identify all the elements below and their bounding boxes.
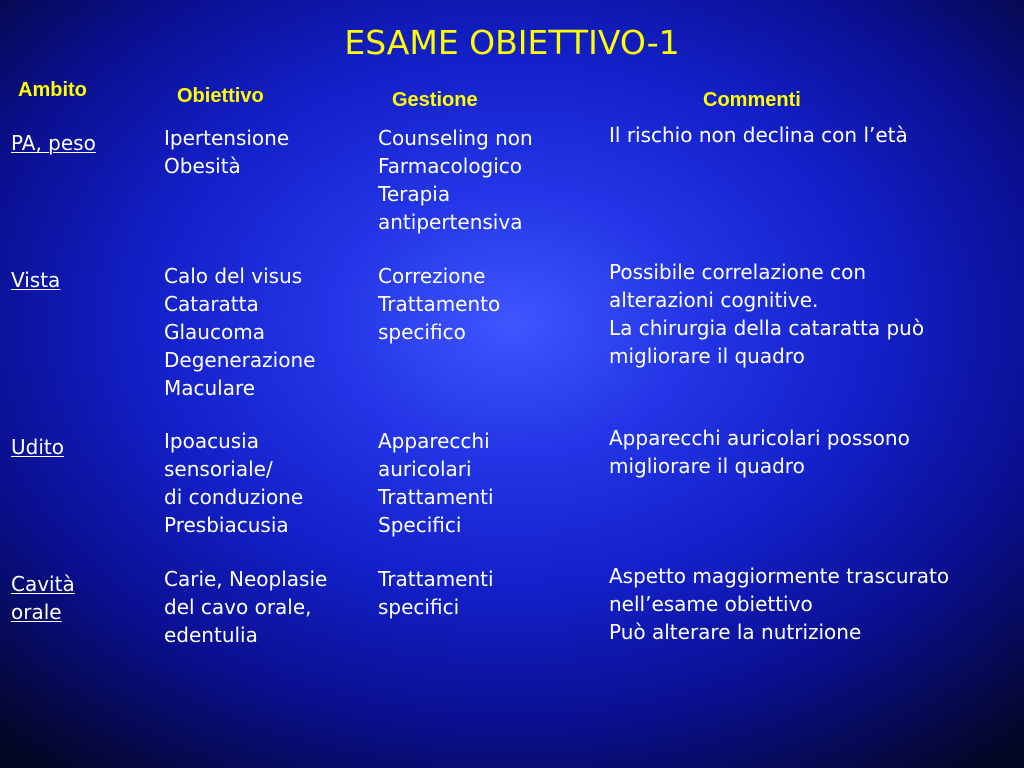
row-1-commenti: Il rischio non declina con l’età xyxy=(609,123,908,147)
header-commenti: Commenti xyxy=(703,89,801,111)
row-4-commenti: Aspetto maggiormente trascurato nell’esame obiettivo Può alterare la nutrizione xyxy=(609,564,950,644)
header-ambito: Ambito xyxy=(18,79,87,101)
row-4-gestione: Trattamenti specifici xyxy=(378,567,494,619)
header-obiettivo: Obiettivo xyxy=(177,85,264,107)
row-2-obiettivo: Calo del visus Cataratta Glaucoma Degenerazione Maculare xyxy=(164,264,316,400)
row-1-obiettivo: Ipertensione Obesità xyxy=(164,126,290,178)
row-3-commenti: Apparecchi auricolari possono migliorare il quadro xyxy=(609,426,910,478)
row-1-gestione: Counseling non Farmacologico Terapia antipertensiva xyxy=(378,126,533,234)
row-1-ambito: PA, peso xyxy=(11,131,96,155)
row-3-ambito: Udito xyxy=(11,435,64,459)
slide-title: ESAME OBIETTIVO-1 xyxy=(344,23,680,62)
row-3-gestione: Apparecchi auricolari Trattamenti Specifici xyxy=(378,429,494,537)
row-2-gestione: Correzione Trattamento specifico xyxy=(378,264,501,344)
header-gestione: Gestione xyxy=(392,89,478,111)
row-4-ambito: Cavità orale xyxy=(11,572,75,624)
row-4-obiettivo: Carie, Neoplasie del cavo orale, edentulia xyxy=(164,567,328,647)
row-3-obiettivo: Ipoacusia sensoriale/ di conduzione Presbiacusia xyxy=(164,429,304,537)
row-2-ambito: Vista xyxy=(11,268,61,292)
row-2-commenti: Possibile correlazione con alterazioni cognitive. La chirurgia della cataratta può migliorare il quadro xyxy=(609,260,925,368)
